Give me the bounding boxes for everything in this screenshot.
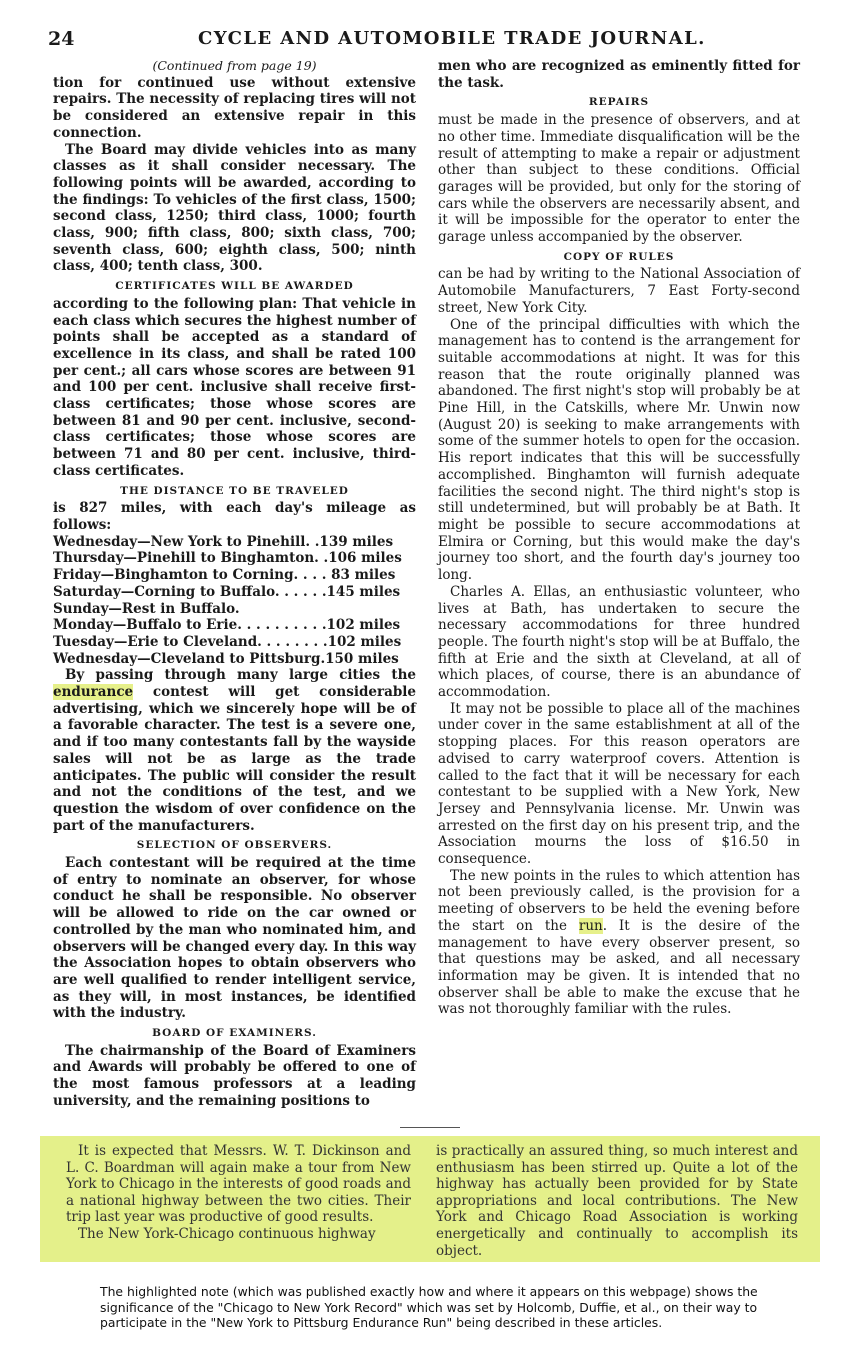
note-paragraph: The New York-Chicago continuous highway — [78, 1225, 376, 1242]
paragraph: The Board may divide vehicles into as many classes as it shall consider necessary. The following points will be awarded, according to the findings: To vehicles of the first class, 1500; second class, 1250; third class, 1000; fourth class, 900; fifth class, 800; sixth class, 700; seventh class, 600; eighth class, 500; ninth class, 400; tenth class, 300. — [53, 141, 416, 275]
paragraph — [438, 868, 800, 1018]
divider — [400, 1127, 460, 1128]
paragraph: It may not be possible to place all of the machines under cover in the same establishment at all of the stopping places. For this reason operators are advised to carry waterproof covers. Attention is called to the fact that it will be necessary for each contestant to be supplied with a New York, New Jersey and Pennsylvania license. Mr. Unwin was arrested on the first day on his present trip, and the Association mourns the loss of $16.50 in consequence. — [438, 700, 800, 868]
text-run: contest will get considerable advertising, which we sincerely hope will be of a favorable character. The test is a severe one, and if too many contestants fall by the wayside sales will not be as large as the trade anticipates. The public will consider the result and not the conditions of the test, and we question the wisdom of over confidence on the part of the manufacturers. — [53, 684, 416, 834]
text-run: By passing through many large cities the — [65, 667, 416, 684]
note-paragraph: It is expected that Messrs. W. T. Dickinson and L. C. Boardman will again make a tour from New York to Chicago in the interests of good roads and a national highway between the two cities. Their trip last year was productive of good results. — [66, 1143, 411, 1226]
section-heading: BOARD OF EXAMINERS. — [152, 1027, 317, 1040]
highlighted-word: endurance — [53, 684, 134, 701]
paragraph — [53, 667, 416, 834]
note-paragraph: is practically an assured thing, so much interest and enthusiasm has been stirred up. Quite a lot of the highway has actually been provided for by State appropriations and local contributions. The New York and Chicago Road Association is working energetically and continually to accomplish its object. — [436, 1143, 798, 1259]
schedule-line: Friday—Binghamton to Corning. . . . 83 miles — [53, 567, 396, 584]
note-right-column — [436, 1143, 798, 1259]
highlighted-note — [40, 1136, 820, 1262]
section-heading: CERTIFICATES WILL BE AWARDED — [115, 280, 354, 293]
paragraph: can be had by writing to the National Association of Automobile Manufacturers, 7 East Forty-second street, New York City. — [438, 266, 800, 316]
section-heading: SELECTION OF OBSERVERS. — [136, 839, 333, 852]
section-heading: REPAIRS — [588, 96, 650, 109]
continued-note: (Continued from page 19) — [152, 58, 317, 73]
paragraph: men who are recognized as eminently fitted for the task. — [438, 58, 800, 91]
schedule-line: Saturday—Corning to Buffalo. . . . . .145 miles — [53, 583, 401, 600]
left-column — [53, 58, 416, 1110]
schedule-line: Sunday—Rest in Buffalo. — [53, 600, 240, 617]
paragraph: tion for continued use without extensive repairs. The necessity of replacing tires will not be considered an extensive repair in this connection. — [53, 74, 416, 141]
schedule-line: Tuesday—Erie to Cleveland. . . . . . . .102 miles — [53, 633, 402, 650]
schedule-line: Thursday—Pinehill to Binghamton. .106 miles — [53, 550, 402, 567]
section-heading: THE DISTANCE TO BE TRAVELED — [120, 484, 349, 497]
page-header — [48, 28, 800, 56]
note-left-column — [66, 1143, 411, 1243]
paragraph: Charles A. Ellas, an enthusiastic volunteer, who lives at Bath, has undertaken to secure the necessary accommodations for three hundred people. The fourth night's stop will be at Buffalo, the fifth at Erie and the sixth at Cleveland, at all of which places, of course, there is an abundance of accommodation. — [438, 583, 800, 701]
paragraph: Each contestant will be required at the time of entry to nominate an observer, for whose conduct he shall be responsible. No observer will be allowed to ride on the car owned or controlled by the man who nominated him, and observers will be changed every day. In this way the Association hopes to obtain observers who are well qualified to render intelligent service, as they will, in most instances, be identified with the industry. — [53, 855, 416, 1022]
paragraph: must be made in the presence of observers, and at no other time. Immediate disqualification will be the result of attempting to make a repair or adjustment other than subject to these conditions. Official garages will be provided, but only for the storing of cars while the observers are necessarily absent, and it will be impossible for the operator to enter the garage unless accompanied by the observer. — [438, 112, 800, 246]
highlighted-word: run — [578, 917, 603, 934]
schedule-line: Wednesday—Cleveland to Pittsburg.150 miles — [53, 650, 399, 667]
right-column — [438, 58, 800, 1018]
schedule-line: Monday—Buffalo to Erie. . . . . . . . . .102 miles — [53, 617, 401, 634]
paragraph: is 827 miles, with each day's mileage as follows: — [53, 500, 416, 533]
caption: The highlighted note (which was published exactly how and where it appears on this webpage) shows the significance of the "Chicago to New York Record" which was set by Holcomb, Duffie, et al., on their way to participate in the "New York to Pittsburg Endurance Run" being described in these articles. — [100, 1284, 758, 1330]
schedule-line: Wednesday—New York to Pinehill. .139 miles — [53, 533, 394, 550]
journal-title: CYCLE AND AUTOMOBILE TRADE JOURNAL. — [198, 28, 706, 49]
paragraph: according to the following plan: That vehicle in each class which secures the highest number of points shall be accepted as a standard of excellence in its class, and shall be rated 100 per cent.; all cars whose scores are between 91 and 100 per cent. inclusive shall receive first-class certificates; those whose scores are between 81 and 90 per cent. inclusive, second-class certificates; those whose scores are between 71 and 80 per cent. inclusive, third-class certificates. — [53, 295, 416, 479]
text-run: The new points in the rules to which attention has not been previously called, is the provision for a meeting of observers to be held the evening before the start on the — [438, 867, 800, 934]
text-run: . It is the desire of the management to have every observer present, so that questions may be asked, and all necessary information may be given. It is intended that no observer shall be able to make the excuse that he was not thoroughly familiar with the rules. — [438, 917, 800, 1018]
page-number: 24 — [48, 28, 75, 50]
paragraph: One of the principal difficulties with which the management has to contend is the arrangement for suitable accommodations at night. It was for this reason that the route originally planned was abandoned. The first night's stop will probably be at Pine Hill, in the Catskills, where Mr. Unwin now (August 20) is seeking to make arrangements with some of the summer hotels to open for the occasion. His report indicates that this will be successfully accomplished. Binghamton will furnish adequate facilities the second night. The third night's stop is still undetermined, but will probably be at Bath. It might be possible to secure accommodations at Elmira or Corning, but this would make the day's journey too short, and the fourth day's journey too long. — [438, 316, 800, 584]
section-heading: COPY OF RULES — [563, 250, 675, 263]
paragraph: The chairmanship of the Board of Examiners and Awards will probably be offered to one of the most famous professors at a leading university, and the remaining positions to — [53, 1042, 416, 1109]
